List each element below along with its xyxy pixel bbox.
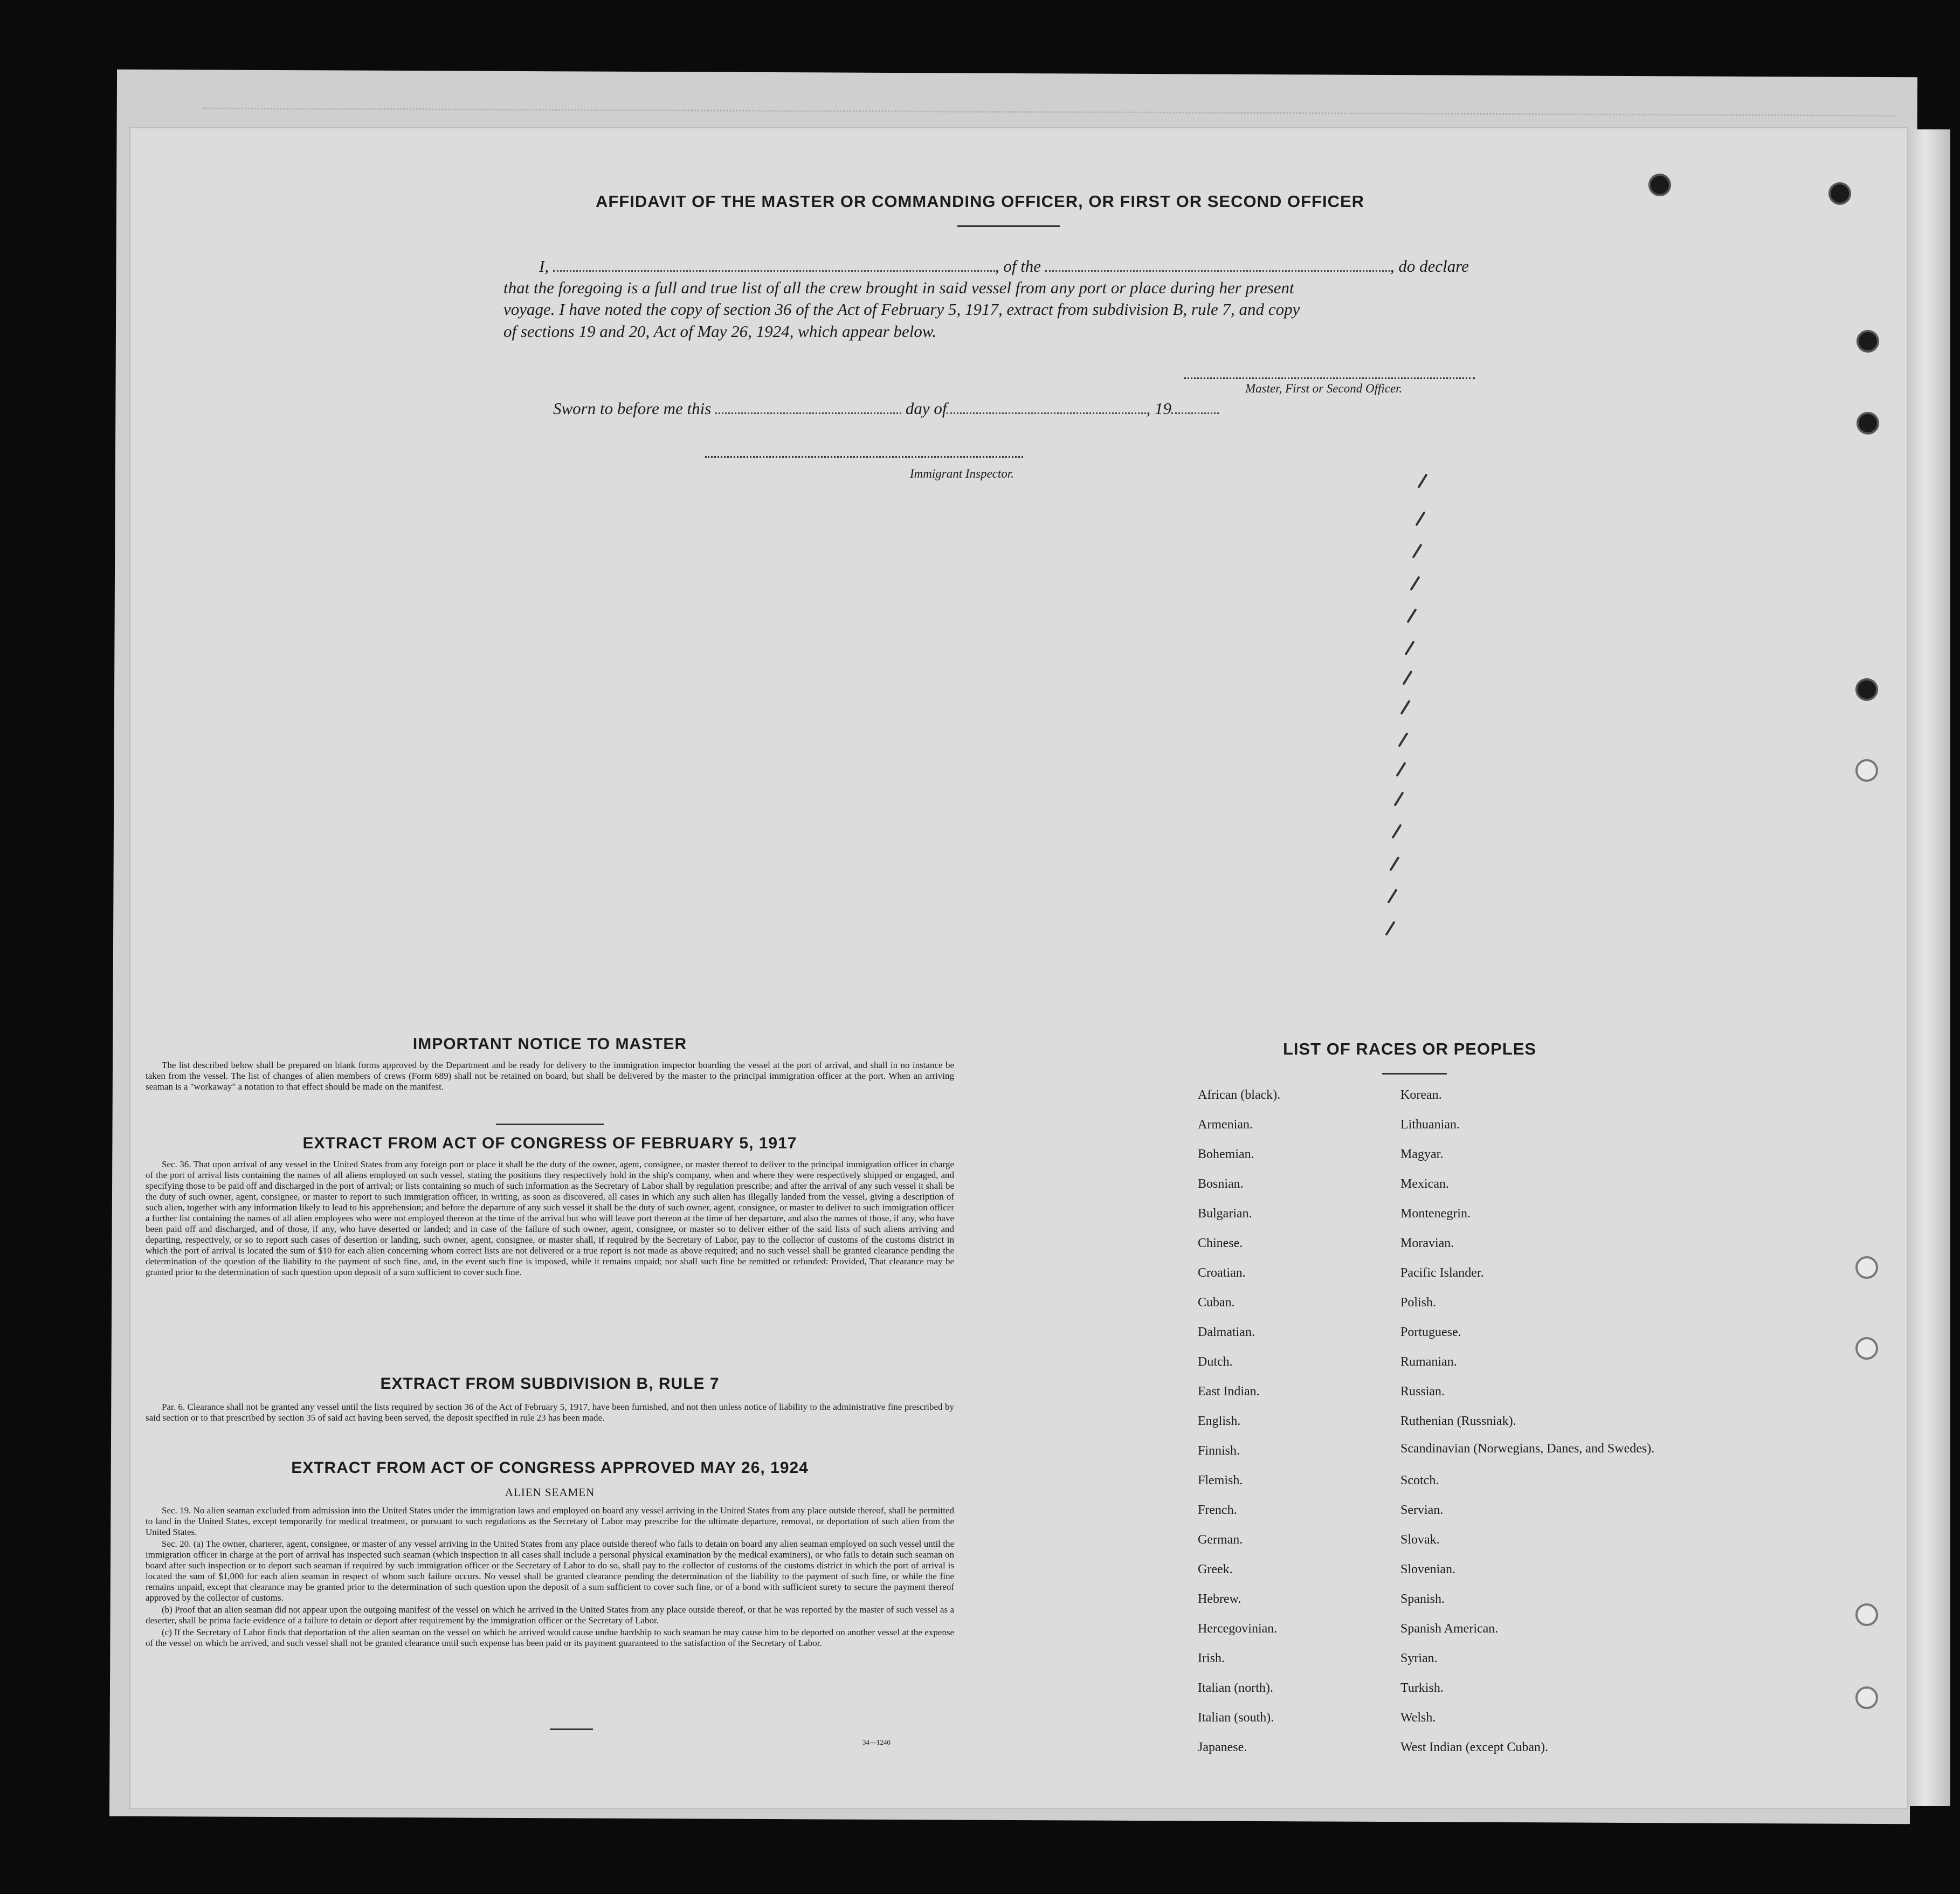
extract-1924-body [146, 1505, 954, 1650]
check-mark-icon [1410, 576, 1420, 591]
extract-1917-body [146, 1159, 954, 1279]
race-item: Bohemian. [1198, 1147, 1254, 1161]
race-item: Bosnian. [1198, 1177, 1244, 1191]
race-item: Lithuanian. [1400, 1118, 1460, 1132]
master-signature-label: Master, First or Second Officer. [1245, 382, 1403, 395]
punch-hole-icon [1857, 412, 1879, 435]
race-item: Welsh. [1400, 1711, 1436, 1725]
race-item: Ruthenian (Russniak). [1400, 1414, 1516, 1428]
race-item: Bulgarian. [1198, 1207, 1252, 1221]
races-left-column [1198, 1087, 1280, 1769]
check-mark-icon [1398, 732, 1408, 747]
affidavit-line-1 [539, 257, 1469, 276]
punch-hole-icon [1855, 1256, 1878, 1279]
race-item: Rumanian. [1400, 1355, 1457, 1369]
punch-hole-icon [1855, 1603, 1878, 1626]
punch-hole-icon [1855, 759, 1878, 782]
check-mark-icon [1391, 824, 1402, 839]
check-mark-icon [1389, 856, 1399, 871]
race-item: Armenian. [1198, 1118, 1253, 1132]
check-mark-icon [1417, 473, 1427, 488]
race-item: Japanese. [1198, 1740, 1247, 1754]
check-mark-icon [1406, 608, 1417, 623]
notice-paragraph: The list described below shall be prepared on blank forms approved by the Department and be ready for delivery to the immigration inspector boarding the vessel at the port of arrival, and shall in no instance be taken from the vessel. The list of changes of alien members of crews (Form 689) shall not be retained on board, but shall be delivered by the master to the principal immigration officer at the port. When an arriving seaman is a "workaway" a notation to that effect should be made on the manifest. [146, 1060, 954, 1092]
race-item: Greek. [1198, 1562, 1233, 1576]
race-item: Russian. [1400, 1385, 1445, 1399]
race-item: French. [1198, 1503, 1237, 1517]
race-item: Korean. [1400, 1088, 1442, 1102]
races-title: LIST OF RACES OR PEOPLES [1282, 1039, 1537, 1058]
check-mark-icon [1402, 670, 1412, 685]
race-item: Slovak. [1400, 1533, 1440, 1547]
race-item: Finnish. [1198, 1444, 1240, 1458]
races-right-column [1400, 1087, 1654, 1769]
bottom-rule [550, 1728, 593, 1730]
race-item: Irish. [1198, 1651, 1225, 1665]
rule-7-paragraph: Par. 6. Clearance shall not be granted any vessel until the lists required by section 36 of the Act of February 5, 1917, have been furnished, and not then unless notice of liability to the administrative fine prescribed by said section or to that prescribed by section 35 of said act having been served, the deposit specified in rule 23 has been made. [146, 1402, 954, 1423]
punch-hole-icon [1855, 1686, 1878, 1709]
extract-1924-title: EXTRACT FROM ACT OF CONGRESS APPROVED MAY 26, 1924 [291, 1459, 809, 1477]
check-mark-icon [1396, 762, 1406, 777]
race-item: Spanish American. [1400, 1622, 1499, 1636]
inspector-signature-label: Immigrant Inspector. [910, 467, 1014, 480]
affidavit-line-4: of sections 19 and 20, Act of May 26, 1924, which appear below. [503, 322, 937, 341]
sworn-month-field[interactable] [947, 401, 1146, 414]
check-mark-icon [1404, 640, 1414, 656]
sworn-line [553, 399, 1219, 418]
race-item: Spanish. [1400, 1592, 1445, 1606]
extract-1917-paragraph: Sec. 36. That upon arrival of any vessel in the United States from any foreign port or place it shall be the duty of the owner, agent, consignee, or master thereof to deliver to the principal immigration officer in charge of the port of arrival lists containing the names of all aliens employed on such vessel, stating the positions they respectively hold in the ship's company, when and where they were respectively shipped or engaged, and specifying those to be paid off and discharged in the port of arrival; or lists containing so much of such information as the Secretary of Labor shall by regulation prescribe; and after the arrival of any such vessel it shall be the duty of such owner, agent, consignee, or master to report to such immigration officer, in writing, as soon as discovered, all cases in which any such alien has illegally landed from the vessel, giving a description of such alien, together with any information likely to lead to his apprehension; and before the departure of any such vessel it shall be the duty of such owner, agent, consignee, or master to deliver to such immigration officer a further list containing the names of all alien employees who were not employed thereon at the time of the arrival but who will leave port thereon at the time of her departure, and also the names of those, if any, who have been paid off and discharged, and of those, if any, who have deserted or landed; and in case of the failure of such owner, agent, consignee, or master so to deliver either of the said lists of such aliens arriving and departing, respectively, or so to report such cases of desertion or landing, such owner, agent, consignee, or master shall, if required by the Secretary of Labor, pay to the collector of customs of the customs district in which the port of arrival is located the sum of $10 for each alien concerning whom correct lists are not delivered or a true report is not made as above required; and no such vessel shall be granted clearance pending the determination of the question of the liability to the payment of such fine, and, in the event such fine is imposed, while it remains unpaid; nor shall such fine be remitted or refunded: Provided, That clearance may be granted prior to the determination of such question upon deposit of a sum sufficient to cover such fine. [146, 1159, 954, 1277]
affidavit-line-2: that the foregoing is a full and true list of all the crew brought in said vessel from any port or place during her present [503, 278, 1294, 297]
rule-7-body [146, 1402, 954, 1424]
check-mark-icon [1387, 889, 1397, 904]
punch-hole-icon [1855, 1337, 1878, 1360]
race-item: Dutch. [1198, 1355, 1233, 1369]
race-item: Syrian. [1400, 1651, 1438, 1665]
race-item: Chinese. [1198, 1236, 1243, 1250]
race-item: West Indian (except Cuban). [1400, 1740, 1548, 1754]
notice-divider [496, 1124, 604, 1125]
punch-hole-icon [1857, 330, 1879, 353]
race-item: Polish. [1400, 1296, 1437, 1310]
race-item: Magyar. [1400, 1147, 1444, 1161]
race-item: Italian (north). [1198, 1681, 1273, 1695]
rule-7-title: EXTRACT FROM SUBDIVISION B, RULE 7 [380, 1375, 720, 1393]
sec-20c-paragraph: (c) If the Secretary of Labor finds that deportation of the alien seaman on the vessel on which he arrived would cause undue hardship to such seaman he may cause him to be deported on another vessel at the expense of the vessel on which he arrived, and such vessel shall not be granted clearance until such expense has been paid or its payment guaranteed to the satisfaction of the Secretary of Labor. [146, 1627, 954, 1648]
check-mark-icon [1385, 921, 1395, 936]
extract-1917-title: EXTRACT FROM ACT OF CONGRESS OF FEBRUARY 5, 1917 [302, 1134, 797, 1152]
check-mark-icon [1400, 700, 1410, 715]
race-item: Scandinavian (Norwegians, Danes, and Swedes). [1400, 1442, 1655, 1456]
race-item: Portuguese. [1400, 1325, 1461, 1339]
race-item: English. [1198, 1414, 1241, 1428]
notice-title: IMPORTANT NOTICE TO MASTER [412, 1035, 687, 1053]
affidavit-i-label: I, [539, 257, 549, 276]
sworn-date-field[interactable] [715, 401, 901, 414]
check-marks [1369, 474, 1434, 1014]
of-the-label: , of the [995, 257, 1041, 276]
race-item: Montenegrin. [1400, 1207, 1471, 1221]
race-item: German. [1198, 1533, 1243, 1547]
do-declare-label: , do declare [1390, 257, 1469, 276]
race-item: Cuban. [1198, 1296, 1235, 1310]
check-mark-icon [1412, 543, 1422, 559]
race-item: Hebrew. [1198, 1592, 1241, 1606]
alien-seamen-subtitle: ALIEN SEAMEN [505, 1486, 595, 1499]
check-mark-icon [1415, 511, 1425, 526]
check-mark-icon [1393, 791, 1404, 807]
inspector-signature-line[interactable] [705, 456, 1023, 458]
race-item: Slovenian. [1400, 1562, 1455, 1576]
form-number: 34—1240 [862, 1738, 891, 1746]
race-item: East Indian. [1198, 1385, 1260, 1399]
day-of-label: day of [905, 399, 947, 418]
sec-19-paragraph: Sec. 19. No alien seaman excluded from admission into the United States under the immigration laws and employed on board any vessel arriving in the United States from any place outside thereof, shall be permitted to land in the United States, except temporarily for medical treatment, or pursuant to such regulations as the Secretary of Labor may prescribe for the ultimate departure, removal, or deportation of such alien from the United States. [146, 1505, 954, 1537]
race-item: Moravian. [1400, 1236, 1454, 1250]
race-item: Servian. [1400, 1503, 1444, 1517]
notice-body [146, 1060, 954, 1093]
master-signature-line[interactable] [1184, 377, 1475, 379]
page-edge [1908, 129, 1950, 1806]
races-title-underline [1382, 1073, 1447, 1075]
race-item: Hercegovinian. [1198, 1622, 1278, 1636]
race-item: Italian (south). [1198, 1711, 1274, 1725]
race-item: Mexican. [1400, 1177, 1449, 1191]
sec-20a-paragraph: Sec. 20. (a) The owner, charterer, agent, consignee, or master of any vessel arriving in the United States from any place outside thereof who fails to detain on board any alien seaman employed on such vessel until the immigration officer in charge at the port of arrival has inspected such seaman (which inspection in all cases shall include a personal physical examination by the medical examiners), or who fails to detain such seaman on board after such inspection or to deport such seaman if required by such immigration officer or the Secretary of Labor to do so, shall pay to the collector of customs of the customs district in which the port of arrival is located the sum of $1,000 for each alien seaman in respect of whom such failure occurs. No vessel shall be granted clearance pending the determination of the liability to the payment of such fine, or while the fine remains unpaid, except that clearance may be granted prior to the determination of such question upon the deposit of a sum sufficient to cover such fine, or of a bond with sufficient surety to secure the payment thereof approved by the collector of customs. [146, 1539, 954, 1603]
punch-hole-icon [1855, 678, 1878, 701]
affidavit-title: AFFIDAVIT OF THE MASTER OR COMMANDING OFFICER, OR FIRST OR SECOND OFFICER [595, 192, 1365, 211]
race-item: Pacific Islander. [1400, 1266, 1484, 1280]
sec-20b-paragraph: (b) Proof that an alien seaman did not appear upon the outgoing manifest of the vessel on which he arrived in the United States from any place outside thereof, or that he was reported by the master of such vessel as a deserter, shall be prima facie evidence of a failure to detain or deport after requirement by the immigration officer or the Secretary of Labor. [146, 1604, 954, 1626]
sworn-label: Sworn to before me this [553, 399, 712, 418]
race-item: Flemish. [1198, 1473, 1243, 1487]
year-label: , 19 [1146, 399, 1171, 418]
title-underline [957, 225, 1060, 227]
race-item: Turkish. [1400, 1681, 1444, 1695]
sworn-year-field[interactable] [1171, 401, 1219, 414]
race-item: Dalmatian. [1198, 1325, 1255, 1339]
race-item: African (black). [1198, 1088, 1281, 1102]
race-item: Croatian. [1198, 1266, 1246, 1280]
vessel-field[interactable] [1045, 258, 1390, 272]
name-field[interactable] [553, 258, 995, 272]
race-item: Scotch. [1400, 1473, 1439, 1487]
affidavit-line-3: voyage. I have noted the copy of section 36 of the Act of February 5, 1917, extract from subdivision B, rule 7, and copy [503, 300, 1300, 319]
